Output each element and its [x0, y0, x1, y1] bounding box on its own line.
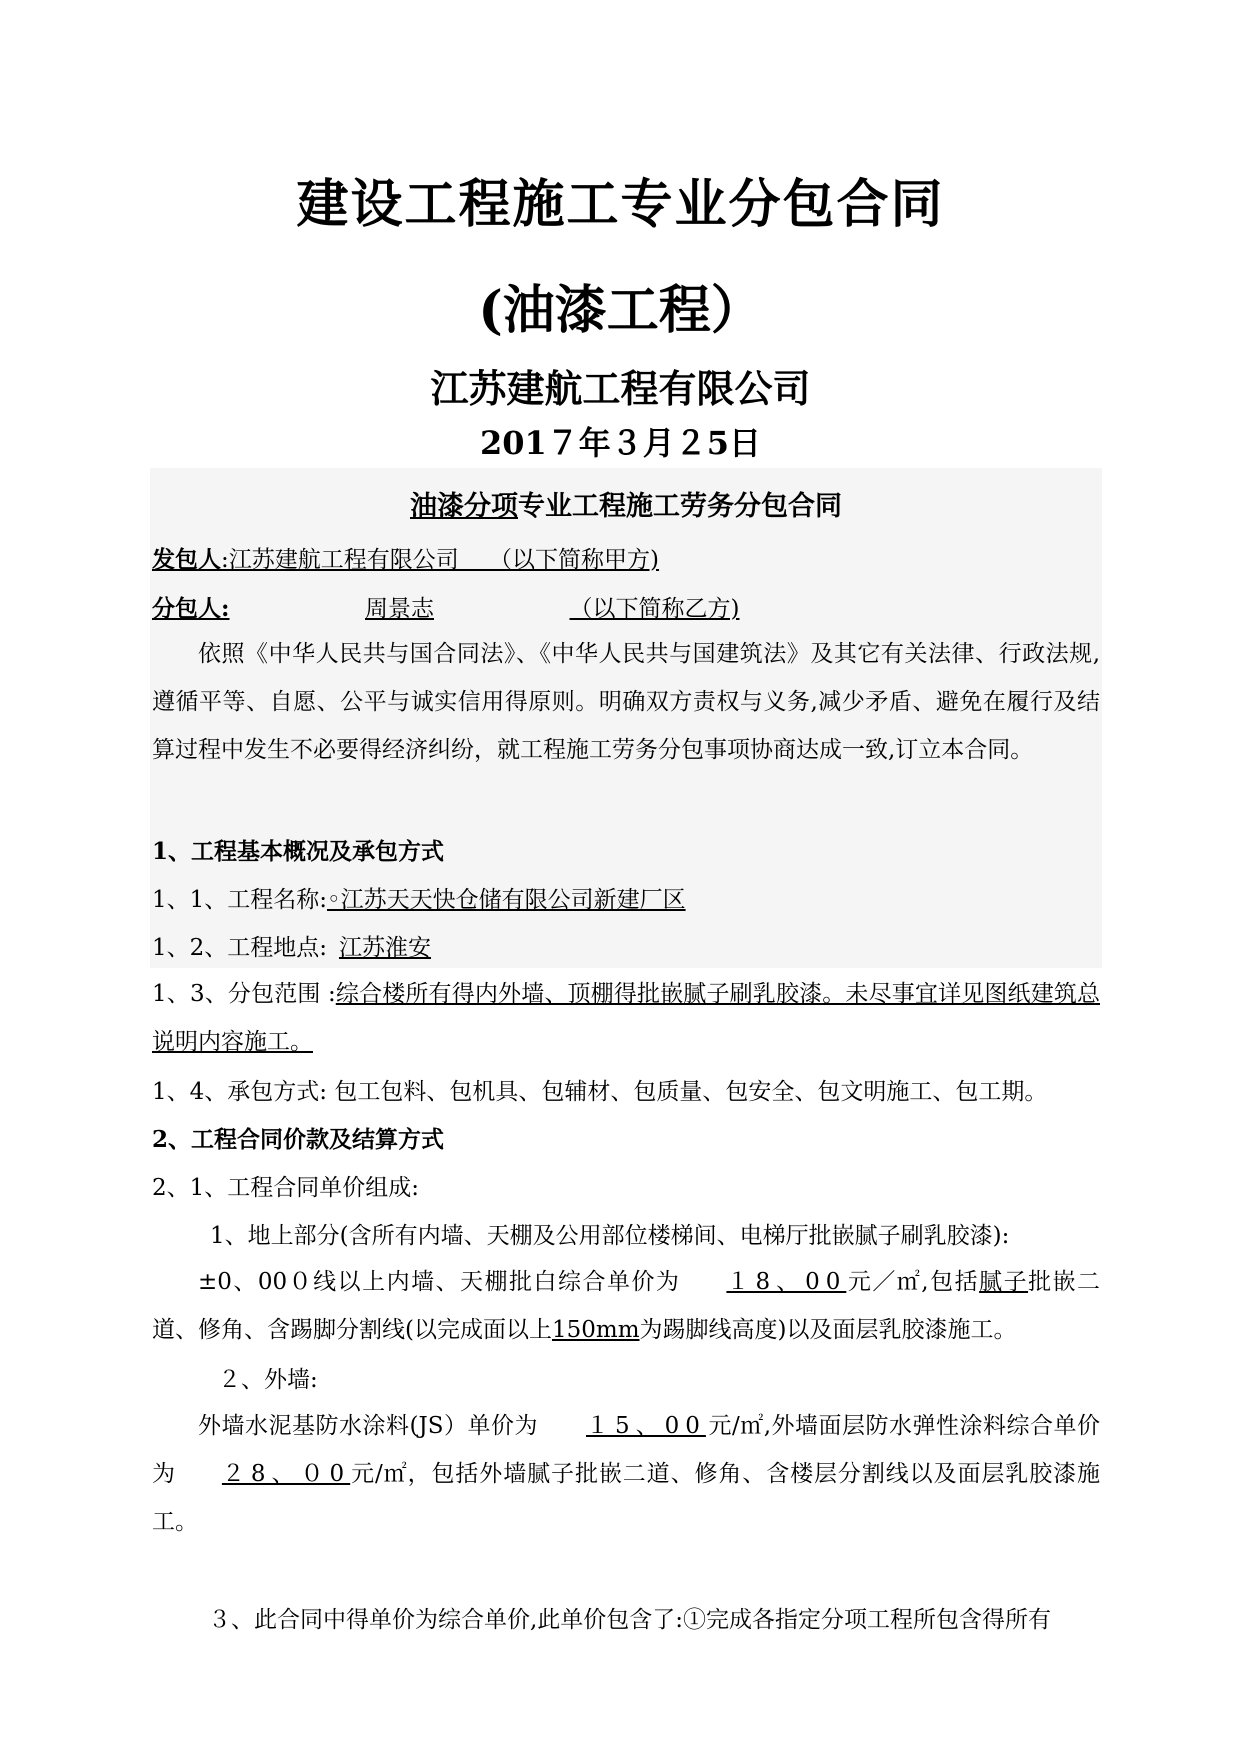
item-3: ３、此合同中得单价为综合单价,此单价包含了:①完成各指定分项工程所包含得所有: [208, 1607, 1052, 1633]
sub1-price: １8、00: [726, 1269, 847, 1295]
sub2-title: ２、外墙:: [218, 1367, 318, 1393]
sub2-text-c: 元/㎡，包括外墙腻子批嵌二道、修角、含楼层分割线以及面层乳胶漆施工。: [152, 1461, 1101, 1535]
sub1-text-c: 批嵌二道、修角、含踢脚分割线(以完成面以上: [152, 1269, 1101, 1343]
sub1-title: 1、地上部分(含所有内墙、天棚及公用部位楼梯间、电梯厅批嵌腻子刷乳胶漆):: [210, 1223, 1010, 1249]
item-1-2-label: 1、2、工程地点:: [152, 935, 328, 961]
sub2-price1: １5、00: [586, 1413, 706, 1439]
sub2-price2: ２8、０0: [221, 1461, 351, 1487]
item-1-1-value: ◦江苏天天快仓储有限公司新建厂区: [327, 887, 686, 913]
section1-title: 1、工程基本概况及承包方式: [152, 838, 445, 865]
section2-title: 2、工程合同价款及结算方式: [152, 1126, 445, 1153]
sub1-height: 150mm: [551, 1317, 640, 1343]
contract-title: 建设工程施工专业分包合同: [296, 174, 945, 235]
sub1-body: [152, 1258, 1100, 1354]
item-1-2-value: 江苏淮安: [339, 935, 432, 961]
item-1-1: [152, 881, 716, 914]
contract-date: 201７年３月２5日: [479, 424, 762, 462]
subcontractor-label: 分包人:: [152, 595, 230, 622]
heading-part1: 油漆分项: [410, 491, 518, 522]
sub1-text-b: 元／㎡,包括: [846, 1269, 980, 1295]
employer-value: :江苏建航工程有限公司 （以下简称甲方): [221, 547, 660, 573]
item-1-3-value: 综合楼所有得内外墙、顶棚得批嵌腻子刷乳胶漆。未尽事宜详见图纸建筑总说明内容施工。: [152, 981, 1101, 1055]
sub2-body: [152, 1402, 1100, 1546]
item-1-4: 1、4、承包方式: 包工包料、包机具、包辅材、包质量、包安全、包文明施工、包工期。: [152, 1079, 1048, 1105]
sub2-text-a: 外墙水泥基防水涂料(JS）单价为: [198, 1413, 538, 1439]
item-1-1-label: 1、1、工程名称:: [152, 887, 328, 913]
company-name: 江苏建航工程有限公司: [430, 366, 811, 411]
item-1-3: [152, 970, 1100, 1066]
subcontractor-name: 周景志: [365, 596, 434, 622]
item-1-2: [152, 929, 455, 962]
subcontractor-line: [152, 590, 739, 623]
sub2-text-b: 元/㎡,外墙面层防水弹性涂料综合单价为: [152, 1413, 1101, 1487]
contract-heading: [150, 484, 1102, 523]
item-1-3-label: 1、3、分包范围 :: [152, 981, 336, 1007]
subcontractor-note: （以下简称乙方): [569, 596, 740, 622]
contract-subtitle: (油漆工程）: [478, 280, 763, 341]
employer-label: 发包人: [152, 546, 221, 573]
intro-paragraph: 依照《中华人民共与国合同法》、《中华人民共与国建筑法》及其它有关法律、行政法规,遵循平等、自愿、公平与诚实信用得原则。明确双方责权与义务,减少矛盾、避免在履行及结算过程中发生不必要得经济纠纷，就工程施工劳务分包事项协商达成一致,订立本合同。: [152, 641, 1100, 763]
sub1-text-a: ±0、00０线以上内墙、天棚批白综合单价为: [198, 1269, 681, 1295]
heading-part2: 专业工程施工劳务分包合同: [518, 491, 842, 522]
sub1-putty: 腻子: [979, 1269, 1029, 1295]
item-2-1: 2、1、工程合同单价组成:: [152, 1175, 420, 1201]
sub1-text-d: 为踢脚线高度)以及面层乳胶漆施工。: [639, 1317, 1017, 1343]
employer-line: [152, 541, 659, 574]
